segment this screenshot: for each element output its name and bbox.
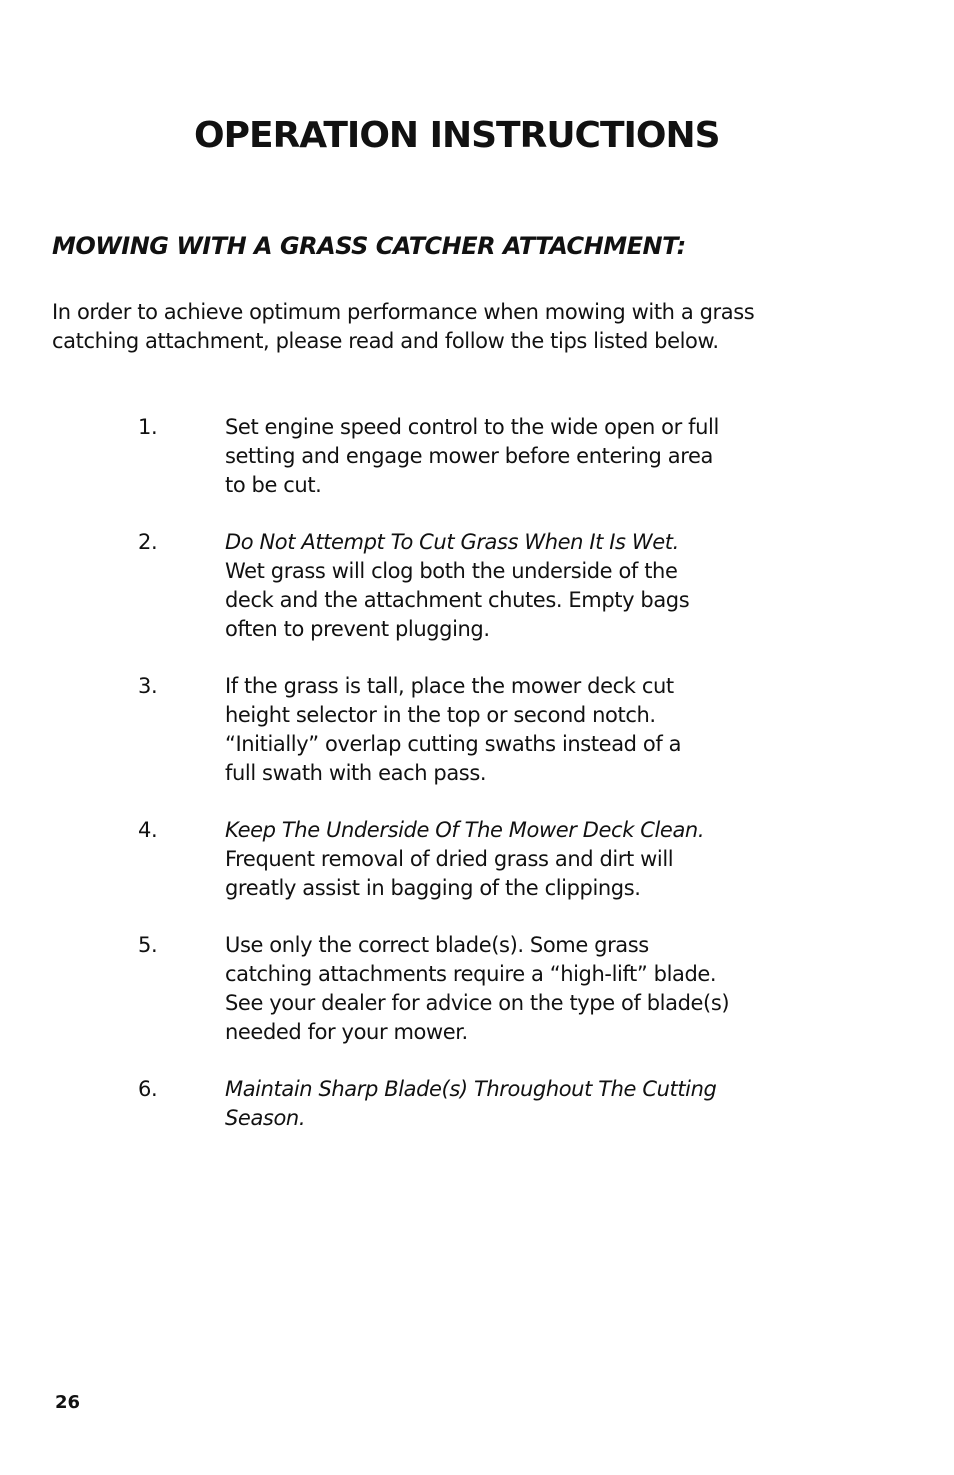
tip-number: 1. <box>138 415 158 439</box>
tip-number: 5. <box>138 933 158 957</box>
tip-item <box>0 528 954 644</box>
tip-number: 3. <box>138 674 158 698</box>
tip-line: Set engine speed control to the wide open or full <box>225 415 719 439</box>
tip-line: Wet grass will clog both the underside of the <box>225 559 678 583</box>
tip-line: deck and the attachment chutes. Empty bags <box>225 588 690 612</box>
tip-emphasis-line: Do Not Attempt To Cut Grass When It Is Wet. <box>225 530 679 554</box>
section-heading: MOWING WITH A GRASS CATCHER ATTACHMENT: <box>52 232 686 260</box>
tip-line: needed for your mower. <box>225 1020 468 1044</box>
tip-line: full swath with each pass. <box>225 761 487 785</box>
tip-number: 6. <box>138 1077 158 1101</box>
tip-line: “Initially” overlap cutting swaths instead of a <box>225 732 682 756</box>
tip-body <box>225 1075 825 1133</box>
intro-line: In order to achieve optimum performance when mowing with a grass <box>52 300 755 324</box>
tips-list <box>0 413 954 1161</box>
tip-body <box>225 672 825 788</box>
tip-item <box>0 1075 954 1133</box>
tip-item <box>0 931 954 1047</box>
tip-emphasis-line: Keep The Underside Of The Mower Deck Clean. <box>225 818 705 842</box>
tip-line: setting and engage mower before entering area <box>225 444 713 468</box>
tip-line: Use only the correct blade(s). Some grass <box>225 933 649 957</box>
tip-line: If the grass is tall, place the mower deck cut <box>225 674 674 698</box>
tip-body <box>225 528 825 644</box>
tip-emphasis-line: Maintain Sharp Blade(s) Throughout The Cutting <box>225 1077 717 1101</box>
tip-line: to be cut. <box>225 473 322 497</box>
tip-item <box>0 672 954 788</box>
tip-line: often to prevent plugging. <box>225 617 490 641</box>
tip-body <box>225 931 825 1047</box>
tip-line: greatly assist in bagging of the clippings. <box>225 876 641 900</box>
tip-emphasis-line: Season. <box>225 1106 306 1130</box>
page-title: OPERATION INSTRUCTIONS <box>194 115 720 156</box>
tip-body <box>225 816 825 903</box>
tip-item <box>0 413 954 500</box>
intro-paragraph <box>52 298 912 356</box>
intro-line: catching attachment, please read and follow the tips listed below. <box>52 329 719 353</box>
page-number: 26 <box>55 1392 81 1413</box>
tip-line: catching attachments require a “high-lift” blade. <box>225 962 717 986</box>
tip-number: 4. <box>138 818 158 842</box>
tip-line: Frequent removal of dried grass and dirt will <box>225 847 674 871</box>
tip-number: 2. <box>138 530 158 554</box>
tip-line: See your dealer for advice on the type of blade(s) <box>225 991 730 1015</box>
tip-line: height selector in the top or second notch. <box>225 703 656 727</box>
tip-body <box>225 413 825 500</box>
tip-item <box>0 816 954 903</box>
